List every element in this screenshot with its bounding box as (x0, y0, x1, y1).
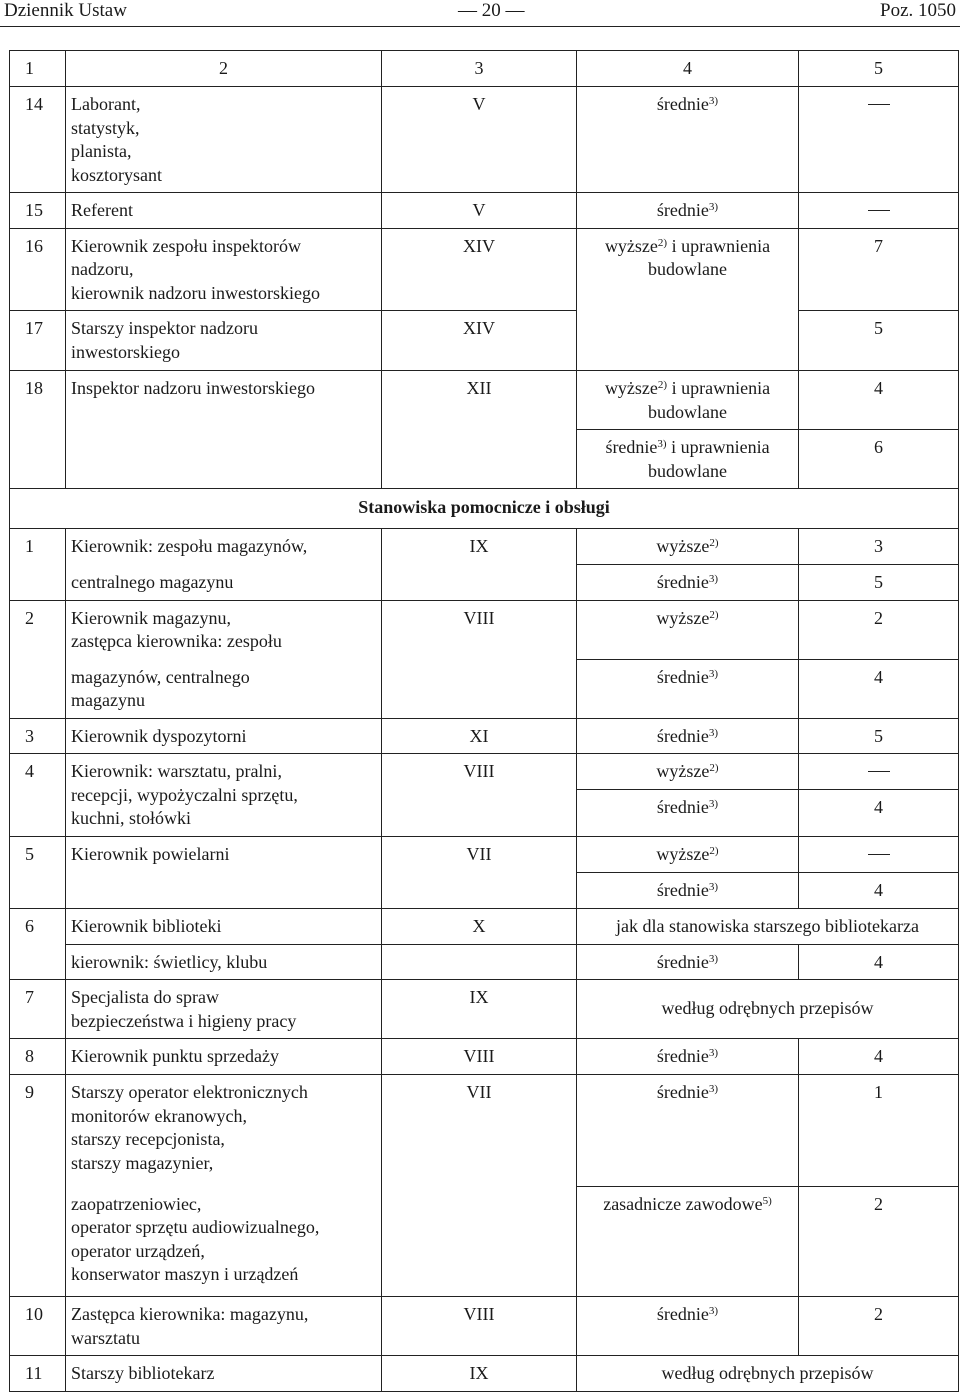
position-name: Kierownik powielarni (66, 837, 382, 909)
row-number: 5 (10, 837, 66, 909)
education-text: i uprawnienia (667, 235, 771, 256)
experience: 5 (799, 311, 959, 371)
education (577, 371, 799, 430)
experience: 1 (799, 1075, 959, 1187)
name-line: Starszy operator elektronicznych (71, 1082, 308, 1102)
education-text: budowlane (648, 259, 727, 279)
footnote-mark: 3) (708, 95, 719, 107)
position-name (66, 311, 382, 371)
education-text: budowlane (648, 401, 727, 422)
row-number: 4 (10, 754, 66, 837)
position-name: kierownik: świetlicy, klubu (66, 944, 382, 980)
footnote-mark: 3) (657, 438, 667, 450)
dash-mark (868, 210, 890, 211)
category: V (382, 87, 577, 193)
table-row (10, 718, 959, 754)
category: VIII (382, 1039, 577, 1075)
header-rule (0, 26, 960, 27)
education-text: wyższe (656, 844, 710, 864)
row-number: 10 (10, 1297, 66, 1356)
experience: 4 (799, 659, 959, 718)
footnote-mark: 2) (657, 379, 668, 391)
name-line: Zastępca kierownika: magazynu, (71, 1304, 309, 1324)
category: VIII (382, 600, 577, 718)
position-name: Kierownik dyspozytorni (66, 718, 382, 754)
category: XII (382, 371, 577, 489)
education (577, 659, 799, 718)
education-text: średnie (656, 666, 709, 687)
name-line: Specjalista do spraw (71, 987, 219, 1007)
footnote-mark: 3) (708, 952, 719, 965)
name-line: operator sprzętu audiowizualnego, (71, 1217, 320, 1237)
section-row (10, 489, 959, 529)
category: IX (382, 529, 577, 601)
experience: 6 (799, 430, 959, 489)
footnote-mark: 3) (708, 726, 719, 739)
table-row (10, 600, 959, 659)
name-line: magazynów, centralnego (71, 666, 250, 687)
experience: 4 (799, 1039, 959, 1075)
position-name (66, 1297, 382, 1356)
footnote-mark: 3) (708, 1047, 719, 1059)
name-line: Laborant, (71, 94, 141, 114)
column-number: 3 (382, 51, 577, 87)
position-name (66, 980, 382, 1039)
category: XIV (382, 311, 577, 371)
row-number: 7 (10, 980, 66, 1039)
name-line: konserwator maszyn i urządzeń (71, 1264, 299, 1284)
page-number: — 20 — (458, 0, 525, 21)
education (577, 944, 799, 980)
table-row (10, 754, 959, 790)
education (577, 529, 799, 565)
position-number: Poz. 1050 (880, 0, 956, 21)
education-text: średnie (656, 200, 709, 220)
table-row (10, 87, 959, 193)
education (577, 790, 799, 837)
education (577, 872, 799, 908)
footnote-mark: 2) (709, 537, 719, 549)
experience: 7 (799, 228, 959, 311)
position-name (66, 529, 382, 601)
name-line: centralnego magazynu (71, 571, 234, 592)
experience: 4 (799, 790, 959, 837)
table-row (10, 371, 959, 430)
name-line: zastępca kierownika: zespołu (71, 631, 282, 651)
row-number: 11 (10, 1356, 66, 1392)
row-number: 14 (10, 87, 66, 193)
column-number-row (10, 51, 959, 87)
name-line: kosztorysant (71, 164, 162, 185)
experience: 4 (799, 371, 959, 430)
education-text: wyższe (604, 378, 658, 398)
education-text: średnie (656, 951, 709, 972)
table-row (10, 311, 959, 371)
position-name (66, 1075, 382, 1187)
name-line: starszy magazynier, (71, 1152, 214, 1173)
row-number: 18 (10, 371, 66, 489)
education-text: średnie (656, 1082, 709, 1102)
name-line: planista, (71, 141, 132, 161)
table-row (10, 908, 959, 944)
table-row (10, 228, 959, 311)
education (577, 718, 799, 754)
education-text: i uprawnienia (666, 437, 770, 457)
name-line: recepcji, wypożyczalni sprzętu, (71, 784, 298, 805)
name-line: bezpieczeństwa i higieny pracy (71, 1010, 297, 1031)
table-row (10, 1297, 959, 1356)
name-line: kierownik nadzoru inwestorskiego (71, 282, 320, 303)
experience: 3 (799, 529, 959, 565)
position-name (66, 228, 382, 311)
footnote-mark: 3) (708, 201, 719, 213)
position-name: Referent (66, 193, 382, 229)
education (577, 837, 799, 873)
education (577, 1187, 799, 1297)
education-text: średnie (605, 437, 658, 457)
education-text: i uprawnienia (667, 378, 771, 398)
name-line: Starszy inspektor nadzoru (71, 318, 258, 338)
table-row (10, 837, 959, 873)
education-text: średnie (656, 725, 709, 746)
column-number: 5 (799, 51, 959, 87)
education-text: średnie (656, 94, 709, 114)
row-number: 2 (10, 600, 66, 718)
experience: 5 (799, 718, 959, 754)
experience: 4 (799, 872, 959, 908)
row-number: 3 (10, 718, 66, 754)
education (577, 565, 799, 601)
dash-mark (868, 771, 890, 772)
education-text: budowlane (648, 460, 727, 481)
education (577, 193, 799, 229)
experience: 2 (799, 600, 959, 659)
position-name: Kierownik punktu sprzedaży (66, 1039, 382, 1075)
name-line: Kierownik zespołu inspektorów (71, 235, 301, 256)
education (577, 228, 799, 371)
table-row (10, 944, 959, 980)
name-line: operator urządzeń, (71, 1240, 205, 1261)
education (577, 87, 799, 193)
footnote-mark: 2) (709, 762, 719, 774)
experience: 2 (799, 1297, 959, 1356)
column-number: 4 (577, 51, 799, 87)
name-line: starszy recepcjonista, (71, 1129, 225, 1149)
education-text: wyższe (656, 761, 710, 781)
positions-table (9, 50, 958, 1392)
education (577, 1075, 799, 1187)
education: według odrębnych przepisów (577, 980, 959, 1039)
position-name: Inspektor nadzoru inwestorskiego (66, 371, 382, 489)
footnote-mark: 3) (708, 573, 719, 585)
row-number: 16 (10, 228, 66, 311)
dash-mark (868, 854, 890, 855)
education-text: średnie (656, 1046, 709, 1066)
dash-mark (868, 104, 890, 105)
education: według odrębnych przepisów (577, 1356, 959, 1392)
category: VIII (382, 1297, 577, 1356)
name-line: Kierownik: zespołu magazynów, (71, 536, 308, 556)
experience: 5 (799, 565, 959, 601)
education-text: średnie (656, 1304, 709, 1324)
footnote-mark: 3) (708, 667, 719, 680)
footnote-mark: 3) (708, 880, 719, 893)
experience (799, 837, 959, 873)
page-header (0, 0, 960, 26)
experience: 2 (799, 1187, 959, 1297)
experience (799, 754, 959, 790)
experience (799, 193, 959, 229)
name-line: nadzoru, (71, 259, 134, 279)
category: XIV (382, 228, 577, 311)
name-line: Kierownik: warsztatu, pralni, (71, 761, 282, 781)
category: VIII (382, 754, 577, 837)
table-row (10, 1075, 959, 1187)
position-name (66, 754, 382, 837)
education (577, 754, 799, 790)
table-row (10, 529, 959, 565)
position-name (66, 87, 382, 193)
education (577, 430, 799, 489)
table-row (10, 1039, 959, 1075)
experience: 4 (799, 944, 959, 980)
row-number: 17 (10, 311, 66, 371)
category: IX (382, 980, 577, 1039)
name-line: kuchni, stołówki (71, 808, 191, 828)
name-line: inwestorskiego (71, 341, 180, 362)
category (382, 944, 577, 980)
name-line: monitorów ekranowych, (71, 1105, 247, 1126)
name-line: warsztatu (71, 1327, 140, 1348)
row-number: 8 (10, 1039, 66, 1075)
position-name (66, 1187, 382, 1297)
category: VII (382, 837, 577, 909)
education-text: średnie (656, 879, 709, 900)
category: XI (382, 718, 577, 754)
column-number: 1 (10, 51, 66, 87)
category: X (382, 908, 577, 944)
row-number: 1 (10, 529, 66, 601)
row-number: 15 (10, 193, 66, 229)
name-line: magazynu (71, 690, 145, 710)
table-row (10, 1356, 959, 1392)
footnote-mark: 2) (709, 608, 719, 621)
education (577, 1039, 799, 1075)
table-row (10, 193, 959, 229)
column-number: 2 (66, 51, 382, 87)
name-line: statystyk, (71, 117, 140, 138)
experience (799, 87, 959, 193)
position-name: Kierownik biblioteki (66, 908, 382, 944)
category: VII (382, 1075, 577, 1297)
education-text: wyższe (656, 607, 710, 628)
education-text: średnie (656, 797, 709, 817)
row-number: 9 (10, 1075, 66, 1297)
table-row (10, 980, 959, 1039)
education-text: średnie (656, 572, 709, 592)
footnote-mark: 3) (708, 1305, 719, 1317)
journal-title: Dziennik Ustaw (4, 0, 127, 21)
section-title: Stanowiska pomocnicze i obsługi (10, 489, 959, 529)
row-number: 6 (10, 908, 66, 980)
education-text: zasadnicze zawodowe (603, 1194, 763, 1214)
position-name (66, 600, 382, 718)
footnote-mark: 5) (762, 1195, 772, 1207)
name-line: zaopatrzeniowiec, (71, 1193, 202, 1214)
position-name: Starszy bibliotekarz (66, 1356, 382, 1392)
education: jak dla stanowiska starszego bibliotekarza (577, 908, 959, 944)
education (577, 600, 799, 659)
education (577, 1297, 799, 1356)
education-text: wyższe (604, 235, 658, 256)
footnote-mark: 2) (657, 236, 668, 249)
name-line: Kierownik magazynu, (71, 607, 231, 628)
category: V (382, 193, 577, 229)
education-text: wyższe (656, 536, 710, 556)
footnote-mark: 3) (708, 1083, 719, 1095)
footnote-mark: 2) (709, 845, 719, 857)
category: IX (382, 1356, 577, 1392)
footnote-mark: 3) (708, 798, 719, 810)
